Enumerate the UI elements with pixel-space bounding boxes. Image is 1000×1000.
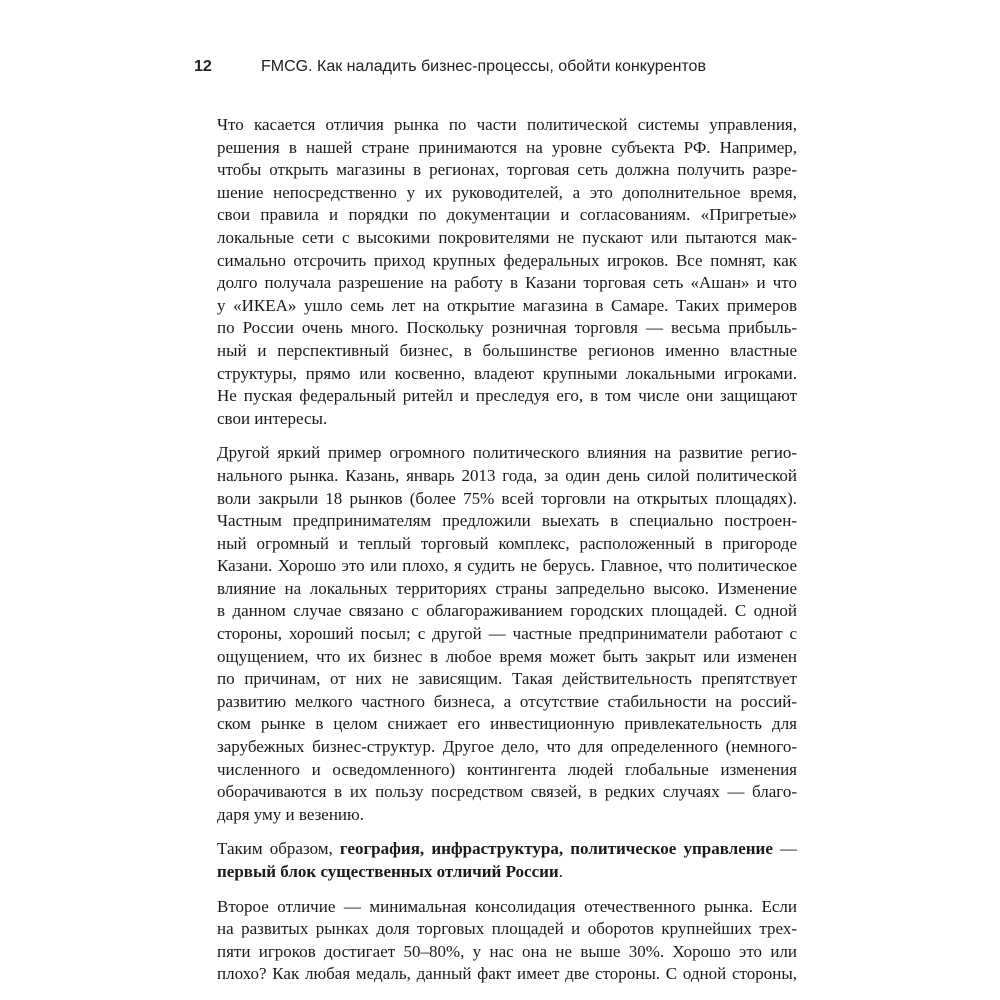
text-line: чтобы открыть магазины в регионах, торговая сеть должна получить разре- [217, 160, 797, 180]
text-line: ный огромный и теплый торговый комплекс, расположенный в пригороде [217, 533, 797, 553]
text-line: у «ИКЕА» ушло семь лет на открытие магазина в Самаре. Таких примеров [217, 295, 797, 315]
text-line: Частным предпринимателям предложили выехать в специально построен- [217, 511, 797, 531]
text-line: свои правила и порядки по документации и согласованиям. «Пригретые» [217, 205, 797, 225]
text-line: шение непосредственно у их руководителей, а это дополнительное время, [217, 182, 797, 202]
text-line: даря уму и везению. [217, 804, 364, 824]
text-line: Что касается отличия рынка по части политической системы управления, [217, 115, 797, 134]
text-line: оборачиваются в их пользу посредством связей, в редких случаях — благо- [217, 782, 797, 802]
text-line: ощущением, что их бизнес в любое время может быть закрыт или изменен [217, 646, 797, 666]
text-line: ском рынке в целом снижает его инвестиционную привлекательность для [217, 714, 797, 734]
text-line: локальные сети с высокими покровителями не пускают или пытаются мак- [217, 227, 797, 247]
text-line: плохо? Как любая медаль, данный факт имеет две стороны. С одной стороны, [217, 964, 797, 984]
text-line: решения в нашей стране принимаются на уровне субъекта РФ. Например, [217, 137, 797, 157]
text-line: зарубежных бизнес-структур. Другое дело, что для определенного (немного- [217, 737, 797, 757]
text-line: свои интересы. [217, 408, 328, 428]
running-title: FMCG. Как наладить бизнес-процессы, обойти конкурентов [261, 58, 706, 75]
summary-line [217, 861, 797, 884]
page-number: 12 [194, 58, 212, 75]
page-header [194, 58, 814, 82]
text-line: стороны, хороший посыл; с другой — частные предприниматели работают с [217, 624, 797, 644]
text-line: нального рынка. Казань, январь 2013 года, за один день силой политической [217, 465, 797, 485]
text-line: в данном случае связано с облагораживанием городских площадей. С одной [217, 601, 797, 621]
text-line: по России очень много. Поскольку розничная торговля — весьма прибыль- [217, 318, 797, 338]
summary-line [217, 838, 797, 861]
summary-term-political-management: политическое управление [570, 839, 773, 859]
text-line: Другой яркий пример огромного политического влияния на развитие регио- [217, 443, 797, 463]
text-line: воли закрыли 18 рынков (более 75% всей торговли на открытых площадях). [217, 488, 797, 508]
body-text [217, 114, 797, 998]
summary-end: . [558, 862, 563, 881]
summary-term-infrastructure: инфраструктура [431, 839, 559, 859]
text-line: долго получала разрешение на работу в Казани торговая сеть «Ашан» и что [217, 273, 797, 293]
text-line: Казани. Хорошо это или плохо, я судить не берусь. Главное, что политическое [217, 556, 797, 576]
summary-term-geography: география [339, 839, 420, 859]
summary-separator: , [419, 839, 432, 859]
summary-conclusion: первый блок существенных отличий России [217, 862, 559, 881]
text-line: пяти игроков достигает 50–80%, у нас она не выше 30%. Хорошо это или [217, 941, 797, 961]
text-line: симально отсрочить приход крупных федеральных игроков. Все помнят, как [217, 250, 797, 270]
paragraph-political-system [217, 114, 797, 430]
text-line: развитию мелкого частного бизнеса, а отсутствие стабильности на россий- [217, 691, 797, 711]
text-line: структуры, прямо или косвенно, владеют крупными локальными игроками. [217, 363, 797, 383]
paragraph-kazan-example [217, 442, 797, 826]
paragraph-summary [217, 838, 797, 883]
paragraph-consolidation [217, 896, 797, 986]
text-line: влияние на локальных территориях страны запредельно высоко. Изменение [217, 578, 797, 598]
summary-dash: — [772, 839, 798, 859]
text-line: ный и перспективный бизнес, в большинстве регионов именно властные [217, 340, 797, 360]
text-line: на развитых рынках доля торговых площадей и оборотов крупнейших трех- [217, 919, 797, 939]
text-line: численного и осведомленного) контингента людей глобальные изменения [217, 759, 797, 779]
text-line: по причинам, от них не зависящим. Такая действительность препятствует [217, 669, 797, 689]
summary-separator: , [558, 839, 571, 859]
text-line: Не пуская федеральный ритейл и преследуя его, в том числе они защищают [217, 386, 797, 406]
text-line: Второе отличие — минимальная консолидация отечественного рынка. Если [217, 896, 797, 916]
summary-intro: Таким образом, [217, 839, 340, 859]
